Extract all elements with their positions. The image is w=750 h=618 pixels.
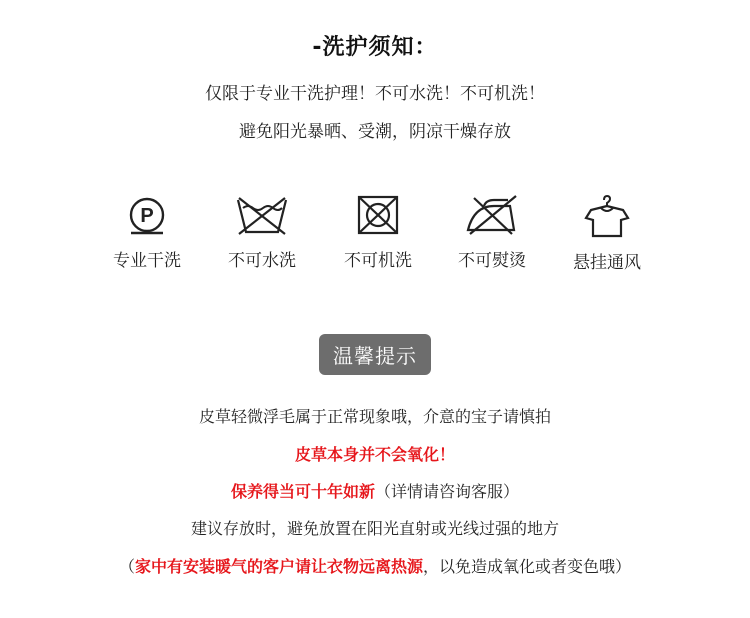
storage-instruction-line: 避免阳光暴晒、受潮，阴凉干燥存放 <box>239 122 511 142</box>
heat-warning-rest: ，以免造成氧化或者变色哦） <box>423 557 632 576</box>
icon-label: 专业干洗 <box>113 251 181 271</box>
care-item-hang-dry <box>547 194 667 273</box>
no-hand-wash-icon <box>235 194 289 236</box>
tip-line-heat-warning <box>0 554 750 577</box>
care-item-no-machine-wash <box>318 194 438 271</box>
care-item-dry-clean <box>87 194 207 271</box>
tip-line-fur: 皮草轻微浮毛属于正常现象哦，介意的宝子请慎拍 <box>198 407 551 426</box>
heat-warning-highlight: 家中有安装暖气的客户请让衣物远离热源 <box>134 557 423 576</box>
hang-dry-icon <box>583 194 631 238</box>
no-iron-icon <box>464 194 520 236</box>
no-machine-wash-icon <box>355 194 401 236</box>
care-title: -洗护须知： <box>312 35 438 60</box>
tips-badge: 温馨提示 <box>319 334 431 375</box>
tips-header <box>0 334 750 375</box>
tip-line-no-oxidation: 皮草本身并不会氧化！ <box>294 445 455 464</box>
paren-open: （ <box>118 557 135 576</box>
care-item-no-iron <box>432 194 552 271</box>
care-instruction-line: 仅限于专业干洗护理！不可水洗！不可机洗！ <box>205 84 545 104</box>
care-item-no-hand-wash <box>202 194 322 271</box>
tip-line-storage: 建议存放时，避免放置在阳光直射或光线过强的地方 <box>190 519 559 538</box>
icon-label: 悬挂通风 <box>573 253 641 273</box>
svg-text:P: P <box>140 205 154 227</box>
maintenance-highlight: 保养得当可十年如新 <box>230 482 375 501</box>
icon-label: 不可机洗 <box>344 251 412 271</box>
care-icons-row <box>0 194 750 274</box>
icon-label: 不可熨烫 <box>458 251 526 271</box>
tip-line-maintenance <box>0 479 750 502</box>
maintenance-note: （详情请咨询客服） <box>375 482 520 501</box>
icon-label: 不可水洗 <box>228 251 296 271</box>
professional-dry-clean-icon <box>126 194 168 236</box>
